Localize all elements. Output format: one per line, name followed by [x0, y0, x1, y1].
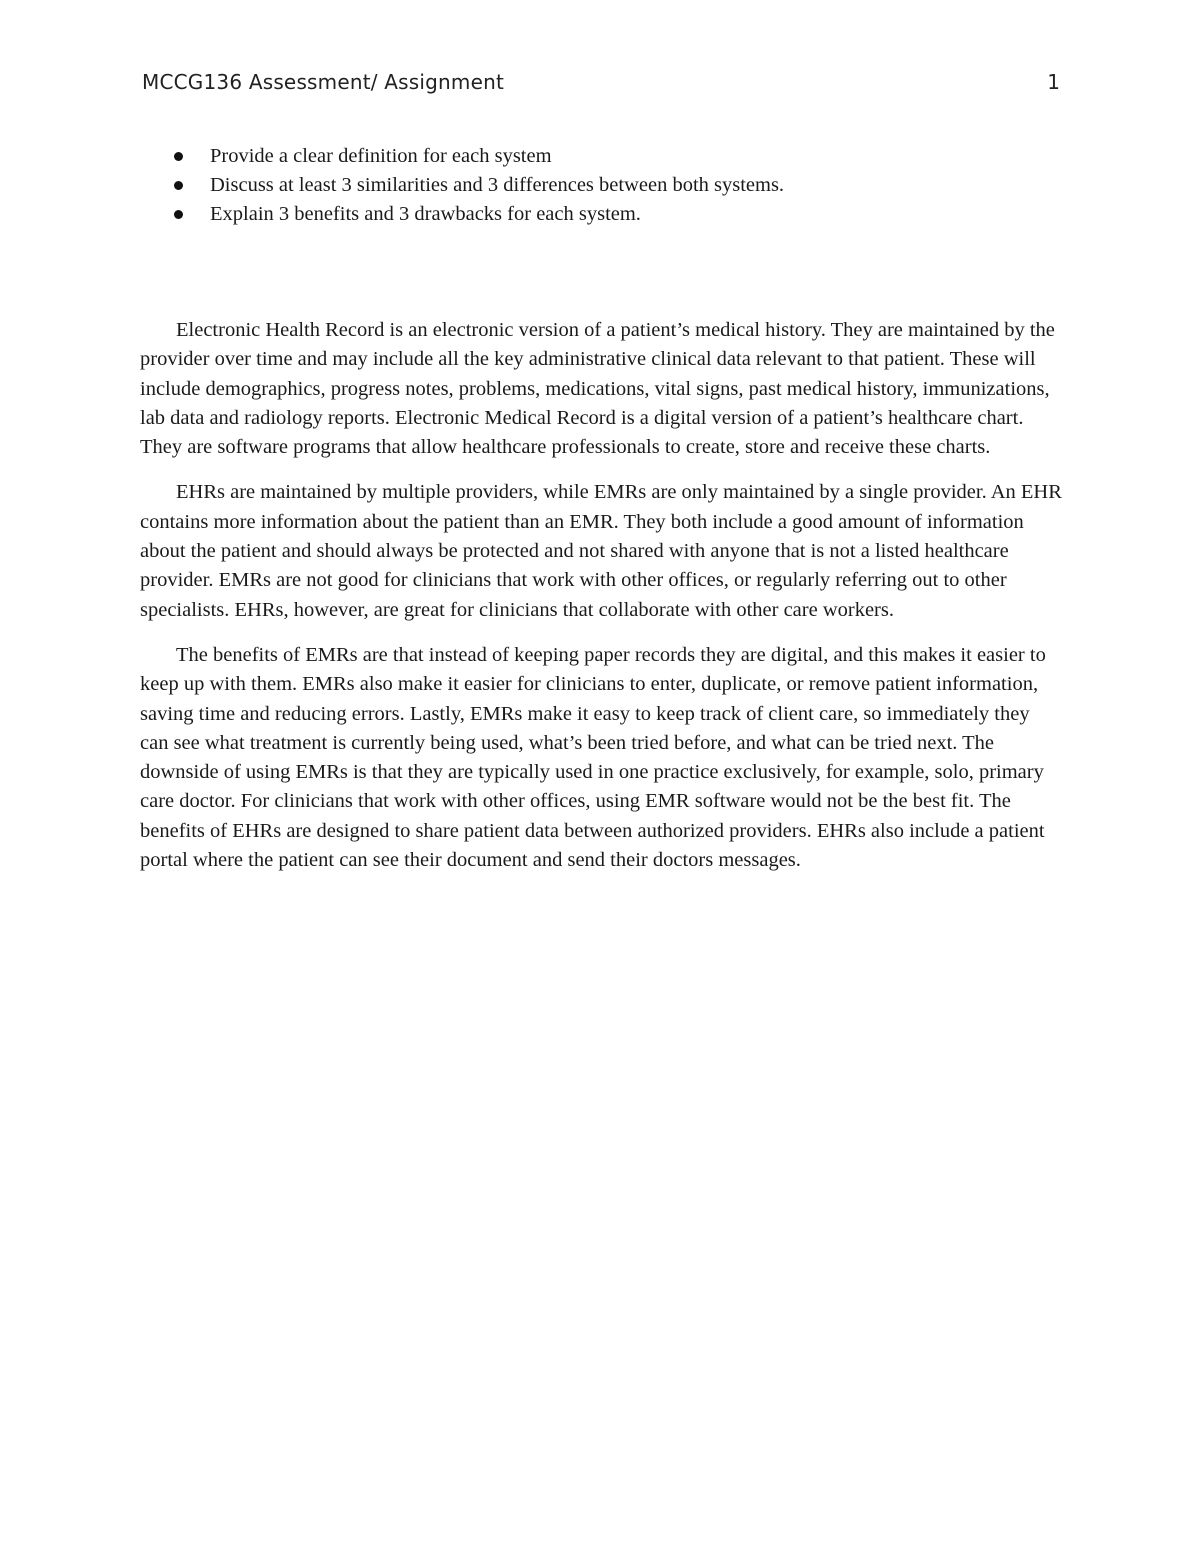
- list-item-text: Explain 3 benefits and 3 drawbacks for each system.: [210, 203, 641, 225]
- bullet-icon: [174, 152, 183, 161]
- list-item: [168, 200, 1068, 229]
- paragraph-definitions: Electronic Health Record is an electronic version of a patient’s medical history. They are maintained by the provider over time and may include all the key administrative clinical data relevant to that patient. These will include demographics, progress notes, problems, medications, vital signs, past medical history, immunizations, lab data and radiology reports. Electronic Medical Record is a digital version of a patient’s healthcare chart. They are software programs that allow healthcare professionals to create, store and receive these charts.: [140, 319, 1055, 459]
- paragraph-benefits-drawbacks: The benefits of EMRs are that instead of keeping paper records they are digital, and this makes it easier to keep up with them. EMRs also make it easier for clinicians to enter, duplicate, or remove patient information, saving time and reducing errors. Lastly, EMRs make it easy to keep track of client care, so immediately they can see what treatment is currently being used, what’s been tried before, and what can be tried next. The downside of using EMRs is that they are typically used in one practice exclusively, for example, solo, primary care doctor. For clinicians that work with other offices, using EMR software would not be the best fit. The benefits of EHRs are designed to share patient data between authorized providers. EHRs also include a patient portal where the patient can see their document and send their doctors messages.: [140, 643, 1046, 872]
- document-body: [140, 316, 1062, 891]
- requirements-list: [168, 142, 1068, 229]
- running-head-title: MCCG136 Assessment/ Assignment: [142, 70, 505, 94]
- list-item: [168, 171, 1068, 200]
- page-number: 1: [1047, 70, 1060, 94]
- list-item: [168, 142, 1068, 171]
- list-item-text: Discuss at least 3 similarities and 3 differences between both systems.: [210, 174, 785, 196]
- page-header: [142, 68, 1060, 100]
- bullet-icon: [174, 181, 183, 190]
- bullet-icon: [174, 210, 183, 219]
- paragraph-comparison: EHRs are maintained by multiple providers, while EMRs are only maintained by a single provider. An EHR contains more information about the patient than an EMR. They both include a good amount of information about the patient and should always be protected and not shared with anyone that is not a listed healthcare provider. EMRs are not good for clinicians that work with other offices, or regularly referring out to other specialists. EHRs, however, are great for clinicians that collaborate with other care workers.: [140, 481, 1062, 621]
- list-item-text: Provide a clear definition for each system: [210, 145, 552, 167]
